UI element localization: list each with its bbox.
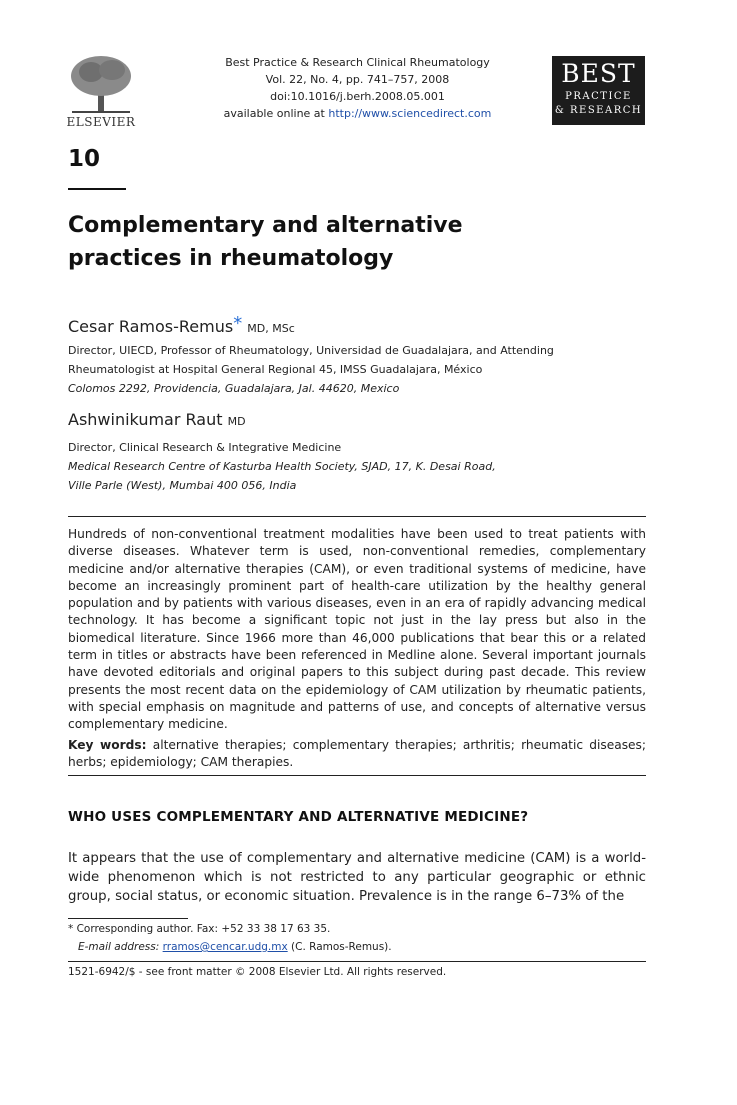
copyright-rule [68, 961, 646, 962]
keywords-label: Key words: [68, 738, 147, 752]
corresponding-footnote: * Corresponding author. Fax: +52 33 38 17 63 35. [68, 923, 331, 935]
doi: doi:10.1016/j.berh.2008.05.001 [270, 90, 445, 103]
footnote-rule [68, 918, 188, 919]
keywords [68, 737, 646, 772]
email-label: E-mail address: [78, 941, 160, 953]
author-1 [68, 313, 295, 336]
brand-subtitle [552, 90, 645, 118]
author-1-address: Colomos 2292, Providencia, Guadalajara, Jal. 44620, Mexico [68, 382, 400, 395]
title-line-2: practices in rheumatology [68, 246, 394, 271]
chapter-rule [68, 188, 126, 190]
body-paragraph: It appears that the use of complementary and alternative medicine (CAM) is a world-wide phenomenon which is not restricted to any particular geographic or ethnic group, social status, or economic situation. Prevalence is in the range 6–73% of the [68, 851, 646, 904]
best-practice-logo [552, 56, 645, 125]
author-1-degrees: MD, MSc [247, 322, 295, 335]
article-title [68, 209, 548, 275]
brand-line2: PRACTICE [565, 91, 632, 102]
available-prefix: available online at [223, 107, 329, 120]
availability-line [210, 105, 505, 122]
chapter-number: 10 [68, 146, 101, 172]
author-2-affiliation [68, 438, 628, 495]
author-2 [68, 410, 246, 429]
abstract-bottom-rule [68, 775, 646, 776]
title-line-1: Complementary and alternative [68, 213, 463, 238]
journal-info [210, 54, 505, 122]
journal-volume: Vol. 22, No. 4, pp. 741–757, 2008 [265, 73, 450, 86]
publisher-name: ELSEVIER [66, 115, 136, 129]
email-link[interactable]: rramos@cencar.udg.mx [162, 941, 288, 953]
author-2-address-line1: Medical Research Centre of Kasturba Health Society, SJAD, 17, K. Desai Road, [68, 460, 496, 473]
section-heading: WHO USES COMPLEMENTARY AND ALTERNATIVE MEDICINE? [68, 809, 529, 825]
keywords-list: alternative therapies; complementary therapies; arthritis; rheumatic diseases; herbs; epidemiology; CAM therapies. [68, 738, 646, 770]
sciencedirect-link[interactable]: http://www.sciencedirect.com [328, 107, 492, 120]
email-suffix: (C. Ramos-Remus). [287, 941, 392, 953]
brand-line3: & RESEARCH [554, 105, 643, 116]
journal-name: Best Practice & Research Clinical Rheumatology [225, 56, 490, 69]
corresponding-marker[interactable]: * [233, 313, 243, 334]
abstract: Hundreds of non-conventional treatment modalities have been used to treat patients with diverse diseases. Whatever term is used, non-conventional remedies, complementary medicine and/or alternative therapies (CAM), or even traditional systems of medicine, have become an increasingly prominent part of health-care utilization by the healthy general population and by patients with various diseases, even in an era of rapidly advancing medical technology. It has become a significant topic not just in the lay press but also in the biomedical literature. Since 1966 more than 46,000 publications that bear this or a related term in titles or abstracts have been referenced in Medline alone. Several important journals have devoted editorials and original papers to this subject during past decade. This review presents the most recent data on the epidemiology of CAM utilization by rheumatic patients, with special emphasis on magnitude and patterns of use, and concepts of alternative versus complementary medicine. [68, 527, 646, 732]
author-1-affiliation [68, 341, 628, 398]
author-2-aff-line1: Director, Clinical Research & Integrative Medicine [68, 441, 342, 454]
author-2-name: Ashwinikumar Raut [68, 410, 223, 429]
author-2-address-line2: Ville Parle (West), Mumbai 400 056, India [68, 479, 297, 492]
author-2-degrees: MD [227, 415, 246, 428]
brand-best: BEST [561, 59, 636, 88]
author-1-aff-line2: Rheumatologist at Hospital General Regional 45, IMSS Guadalajara, México [68, 363, 483, 376]
author-1-name: Cesar Ramos-Remus [68, 317, 234, 336]
copyright-line: 1521-6942/$ - see front matter © 2008 Elsevier Ltd. All rights reserved. [68, 966, 447, 978]
abstract-top-rule [68, 516, 646, 517]
author-1-aff-line1: Director, UIECD, Professor of Rheumatology, Universidad de Guadalajara, and Attending [68, 344, 554, 357]
email-footnote [78, 941, 392, 953]
